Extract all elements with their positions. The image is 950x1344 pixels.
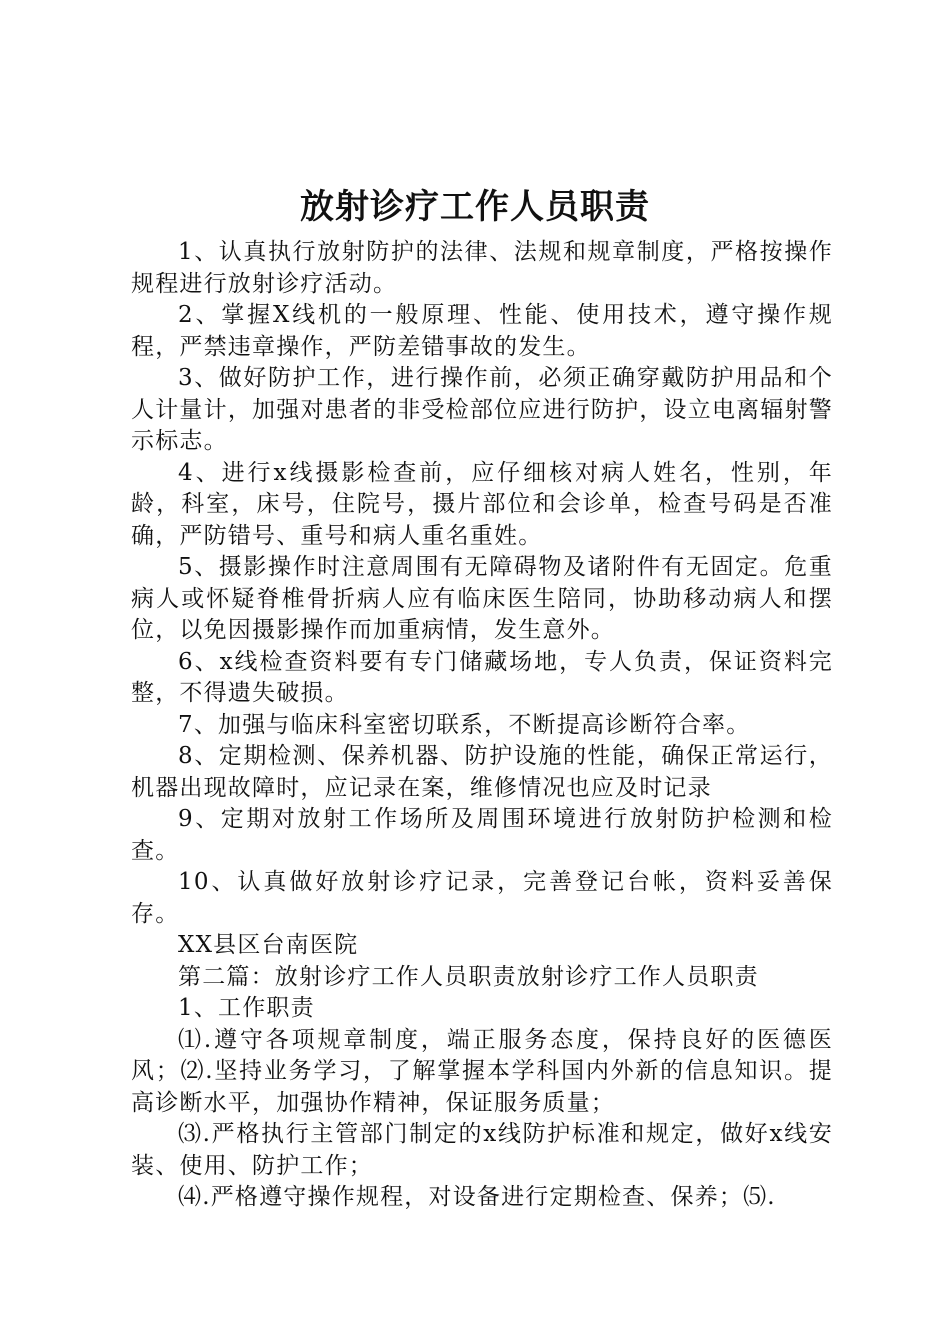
paragraph-duty-2: 2、掌握X线机的一般原理、性能、使用技术，遵守操作规程，严禁违章操作，严防差错事故的发生。 (131, 302, 833, 360)
paragraph-duty-8: 8、定期检测、保养机器、防护设施的性能，确保正常运行，机器出现故障时，应记录在案，维修情况也应及时记录 (131, 743, 833, 801)
section-heading-part-two: 第二篇：放射诊疗工作人员职责放射诊疗工作人员职责 (178, 963, 759, 990)
subheading-work-duties: 1、工作职责 (178, 995, 315, 1021)
paragraph-duty-4: 4、进行x线摄影检查前，应仔细核对病人姓名，性别，年龄，科室，床号，住院号，摄片部位和会诊单，检查号码是否准确，严防错号、重号和病人重名重姓。 (131, 459, 833, 549)
hospital-name: XX县区台南医院 (178, 932, 359, 958)
paragraph-item-3: ⑶.严格执行主管部门制定的x线防护标准和规定，做好x线安装、使用、防护工作； (131, 1121, 833, 1179)
paragraph-duty-10: 10、认真做好放射诊疗记录，完善登记台帐，资料妥善保存。 (131, 869, 833, 927)
paragraph-item-4-5: ⑷.严格遵守操作规程，对设备进行定期检查、保养；⑸. (178, 1184, 776, 1210)
paragraph-item-1-2: ⑴.遵守各项规章制度，端正服务态度，保持良好的医德医风；⑵.坚持业务学习，了解掌握本学科国内外新的信息知识。提高诊断水平，加强协作精神，保证服务质量； (131, 1026, 833, 1116)
paragraph-duty-5: 5、摄影操作时注意周围有无障碍物及诸附件有无固定。危重病人或怀疑脊椎骨折病人应有临床医生陪同，协助移动病人和摆位，以免因摄影操作而加重病情，发生意外。 (131, 554, 833, 643)
document-title: 放射诊疗工作人员职责 (300, 187, 650, 227)
paragraph-duty-7: 7、加强与临床科室密切联系，不断提高诊断符合率。 (178, 711, 751, 738)
paragraph-duty-9: 9、定期对放射工作场所及周围环境进行放射防护检测和检查。 (131, 806, 833, 864)
paragraph-duty-6: 6、x线检查资料要有专门储藏场地，专人负责，保证资料完整，不得遗失破损。 (131, 648, 833, 706)
paragraph-duty-3: 3、做好防护工作，进行操作前，必须正确穿戴防护用品和个人计量计，加强对患者的非受检部位应进行防护，设立电离辐射警示标志。 (131, 365, 833, 454)
paragraph-duty-1: 1、认真执行放射防护的法律、法规和规章制度，严格按操作规程进行放射诊疗活动。 (131, 239, 833, 297)
document-body (131, 237, 833, 1214)
